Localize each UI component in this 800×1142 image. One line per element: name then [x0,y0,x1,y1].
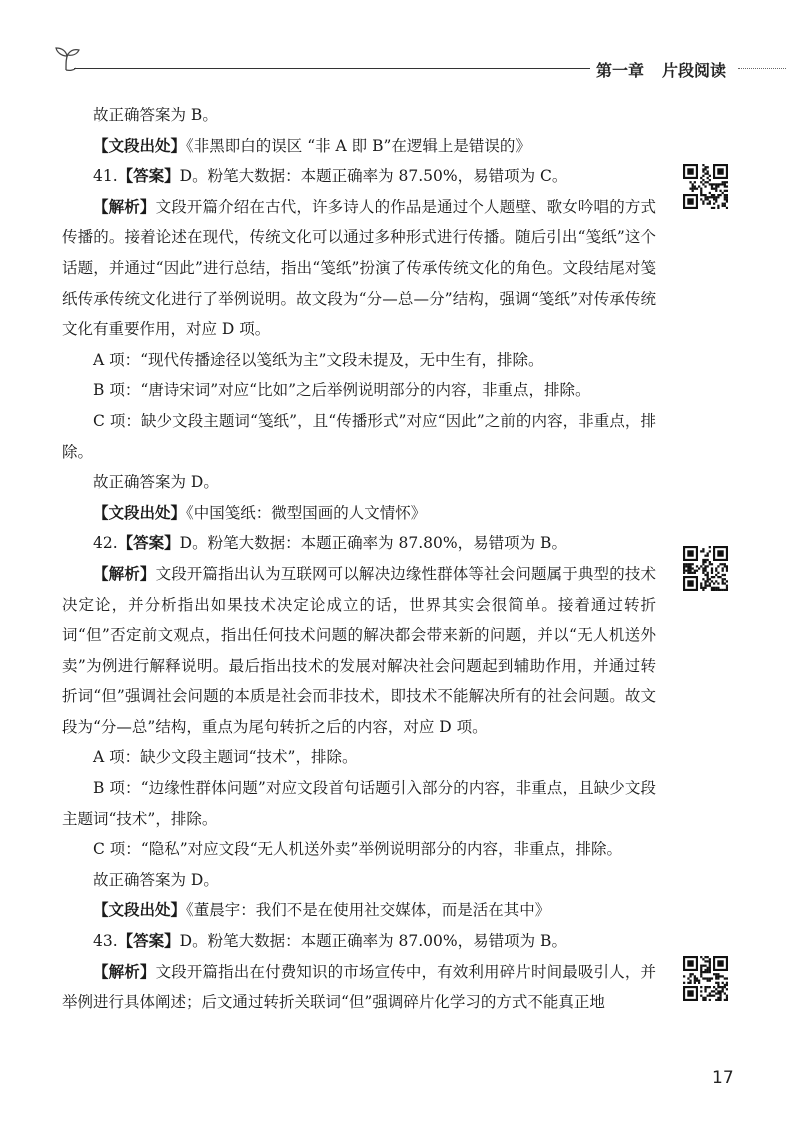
paragraph-source-42: 【文段出处】《董晨宇：我们不是在使用社交媒体，而是活在其中》 [93,901,551,920]
paragraph-correct-42: 故正确答案为 D。 [93,870,219,889]
paragraph-analysis-43: 【解析】文段开篇指出在付费知识的市场宣传中，有效利用碎片时间最吸引人，并举例进行具体阐述；后文通过转折关联词“但”强调碎片化学习的方式不能真正地 [62,962,656,1012]
qr-code-icon[interactable] [683,164,728,209]
header-rule [74,68,590,69]
qr-code-icon[interactable] [683,956,728,1001]
paragraph-source-41: 【文段出处】《中国笺纸：微型国画的人文情怀》 [93,503,427,522]
paragraph-answer-42: 42.【答案】D。粉笔大数据：本题正确率为 87.80%，易错项为 B。 [93,534,567,553]
paragraph-option-c-41: C 项：缺少文段主题词“笺纸”，且“传播形式”对应“因此”之前的内容，非重点，排除。 [62,411,656,461]
paragraph-option-a-41: A 项：“现代传播途径以笺纸为主”文段未提及，无中生有，排除。 [93,350,544,369]
paragraph-option-c-42: C 项：“隐私”对应文段“无人机送外卖”举例说明部分的内容，非重点，排除。 [93,840,622,859]
paragraph-source-40: 【文段出处】《非黑即白的误区 “非 A 即 B”在逻辑上是错误的》 [93,136,531,155]
paragraph-answer-40: 故正确答案为 B。 [93,106,218,124]
leaf-icon [52,44,82,74]
paragraph-analysis-42: 【解析】文段开篇指出认为互联网可以解决边缘性群体等社会问题属于典型的技术决定论，并分析指出如果技术决定论成立的话，世界其实会很简单。接着通过转折词“但”否定前文观点，指出任何技术问题的解决都会带来新的问题，并以“无人机送外卖”为例进行解释说明。最后指出技术的发展对解决社会问题起到辅助作用，并通过转折词“但”强调社会问题的本质是社会而非技术，即技术不能解决所有的社会问题。故文段为“分—总”结构，重点为尾句转折之后的内容，对应 D 项。 [62,564,656,736]
page-body [62,100,656,1018]
paragraph-analysis-41: 【解析】文段开篇介绍在古代，许多诗人的作品是通过个人题壁、歌女吟唱的方式传播的。接着论述在现代，传统文化可以通过多种形式进行传播。随后引出“笺纸”这个话题，并通过“因此”进行总结，指出“笺纸”扮演了传承传统文化的角色。文段结尾对笺纸传承传统文化进行了举例说明。故文段为“分—总—分”结构，强调“笺纸”对传承传统文化有重要作用，对应 D 项。 [62,197,656,339]
chapter-title [596,58,726,81]
page-number: 17 [712,1068,734,1088]
chapter-label: 第一章 [596,61,645,80]
paragraph-answer-43: 43.【答案】D。粉笔大数据：本题正确率为 87.00%，易错项为 B。 [93,932,567,951]
qr-code-icon[interactable] [683,546,728,591]
paragraph-correct-41: 故正确答案为 D。 [93,473,219,492]
section-label: 片段阅读 [662,61,727,80]
paragraph-answer-41: 41.【答案】D。粉笔大数据：本题正确率为 87.50%，易错项为 C。 [93,167,568,186]
paragraph-option-b-41: B 项：“唐诗宋词”对应“比如”之后举例说明部分的内容，非重点，排除。 [93,381,591,400]
paragraph-option-a-42: A 项：缺少文段主题词“技术”，排除。 [93,748,358,767]
header-rule-right [738,68,786,69]
page-header [0,44,800,84]
paragraph-option-b-42: B 项：“边缘性群体问题”对应文段首句话题引入部分的内容，非重点，且缺少文段主题词“技术”，排除。 [62,779,656,828]
